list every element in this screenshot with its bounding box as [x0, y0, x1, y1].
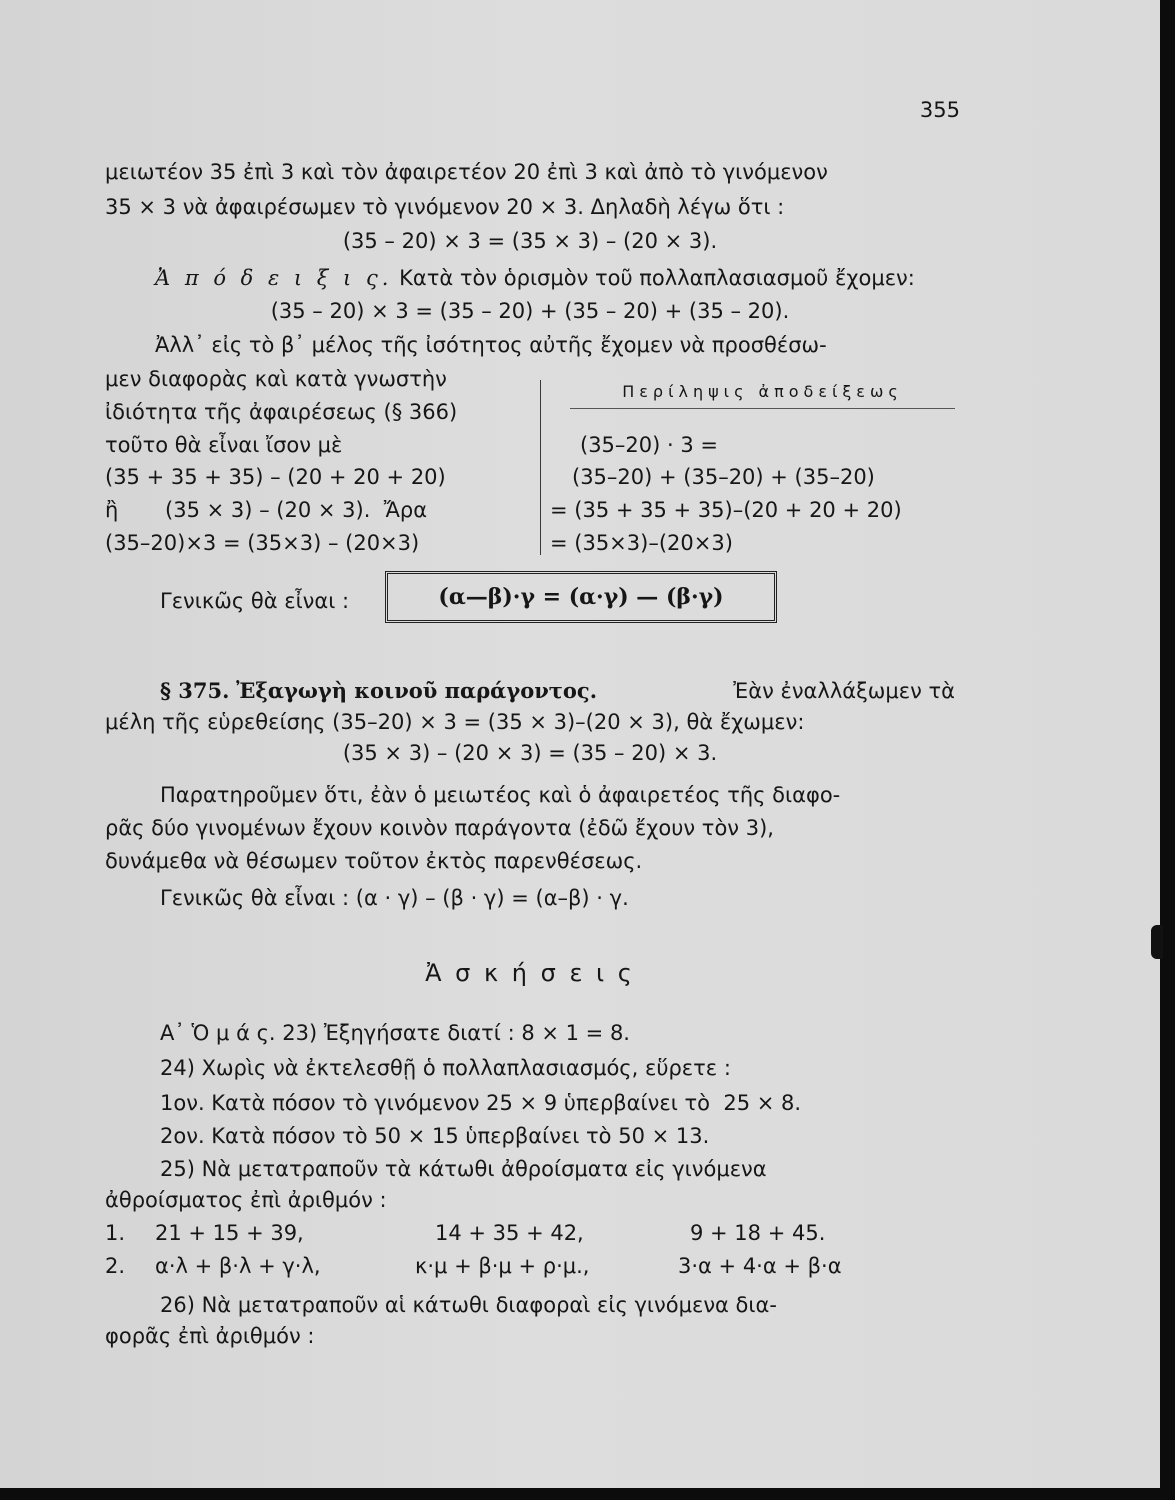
row-1-item-b: 14 + 35 + 42,: [435, 1221, 584, 1245]
proof-left-line-1: μεν διαφορὰς καὶ κατὰ γνωστὴν: [105, 367, 447, 391]
summary-line-4: = (35×3)–(20×3): [550, 531, 733, 555]
row-2-item-b: κ·μ + β·μ + ρ·μ.,: [415, 1254, 590, 1278]
proof-text: Κατὰ τὸν ὁρισμὸν τοῦ πολλαπλασιασμοῦ ἔχομεν:: [399, 266, 915, 290]
summary-line-2: (35–20) + (35–20) + (35–20): [572, 465, 875, 489]
section-375-heading-line: [160, 676, 955, 706]
section-375-general: Γενικῶς θὰ εἶναι : (α · γ) – (β · γ) = (α–β) · γ.: [160, 886, 629, 910]
exercises-heading: Ἀ σ κ ή σ ε ι ς: [425, 959, 635, 987]
row-1-item-c: 9 + 18 + 45.: [690, 1221, 826, 1245]
section-title: Ἐξαγωγὴ κοινοῦ παράγοντος.: [236, 678, 598, 703]
column-divider: [540, 380, 541, 555]
row-2-item-a: α·λ + β·λ + γ·λ,: [155, 1254, 321, 1278]
exercise-25-line-2: ἀθροίσματος ἐπὶ ἀριθμόν :: [105, 1188, 387, 1212]
exercise-25-row-1: [0, 1218, 1160, 1248]
exercise-24: 24) Χωρὶς νὰ ἐκτελεσθῇ ὁ πολλαπλασιασμός, εὕρετε :: [160, 1056, 731, 1080]
proof-left-line-3: τοῦτο θὰ εἶναι ἴσον μὲ: [105, 433, 343, 457]
intro-line-2: 35 × 3 νὰ ἀφαιρέσωμεν τὸ γινόμενον 20 × 3. Δηλαδὴ λέγω ὅτι :: [105, 195, 785, 219]
section-number: § 375.: [160, 678, 230, 703]
book-edge-bottom: [0, 1488, 1175, 1500]
exercise-24-part-1: 1ον. Κατὰ πόσον τὸ γινόμενον 25 × 9 ὑπερβαίνει τὸ 25 × 8.: [160, 1091, 802, 1115]
proof-left-line-2: ἰδιότητα τῆς ἀφαιρέσεως (§ 366): [105, 400, 458, 424]
exercise-26-line-2: φορᾶς ἐπὶ ἀριθμόν :: [105, 1324, 315, 1348]
summary-line-1: (35–20) · 3 =: [580, 433, 718, 457]
proof-line: [155, 263, 955, 293]
book-edge-right: [1160, 0, 1175, 1500]
section-375-para-3: δυνάμεθα νὰ θέσωμεν τοῦτον ἐκτὸς παρενθέσεως.: [105, 849, 643, 873]
general-label: Γενικῶς θὰ εἶναι :: [160, 589, 350, 613]
row-1-number: 1.: [105, 1221, 126, 1245]
section-375-para-2: ρᾶς δύο γινομένων ἔχουν κοινὸν παράγοντα (ἐδῶ ἔχουν τὸν 3),: [105, 816, 774, 840]
intro-line-1: μειωτέον 35 ἐπὶ 3 καὶ τὸν ἀφαιρετέον 20 ἐπὶ 3 καὶ ἀπὸ τὸ γινόμενον: [105, 160, 828, 184]
row-2-item-c: 3·α + 4·α + β·α: [678, 1254, 842, 1278]
formula-box: [385, 571, 777, 623]
proof-left-line-4: (35 + 35 + 35) – (20 + 20 + 20): [105, 465, 446, 489]
exercise-23: Α᾽ Ὁ μ ά ς. 23) Ἐξηγήσατε διατί : 8 × 1 = 8.: [160, 1021, 630, 1045]
row-1-item-a: 21 + 15 + 39,: [155, 1221, 304, 1245]
proof-label: Ἀ π ό δ ε ι ξ ι ς.: [155, 266, 393, 290]
proof-left-line-5: ἢ (35 × 3) – (20 × 3). Ἄρα: [105, 498, 428, 522]
general-formula: (α—β)·γ = (α·γ) — (β·γ): [438, 584, 724, 610]
section-375-equation: (35 × 3) – (20 × 3) = (35 – 20) × 3.: [342, 741, 718, 765]
equation-2: (35 – 20) × 3 = (35 – 20) + (35 – 20) + (35 – 20).: [270, 299, 790, 323]
section-375-para-1: Παρατηροῦμεν ὅτι, ἐὰν ὁ μειωτέος καὶ ὁ ἀφαιρετέος τῆς διαφο-: [160, 783, 841, 807]
exercise-26-line-1: 26) Νὰ μετατραποῦν αἱ κάτωθι διαφοραὶ εἰς γινόμενα δια-: [160, 1293, 777, 1317]
section-375-line-2: μέλη τῆς εὑρεθείσης (35–20) × 3 = (35 × 3)–(20 × 3), θὰ ἔχωμεν:: [105, 710, 805, 734]
exercise-25-row-2: [0, 1251, 1160, 1281]
equation-1: (35 – 20) × 3 = (35 × 3) – (20 × 3).: [342, 229, 718, 253]
exercise-25-line-1: 25) Νὰ μετατραποῦν τὰ κάτωθι ἀθροίσματα εἰς γινόμενα: [160, 1157, 767, 1181]
exercise-24-part-2: 2ον. Κατὰ πόσον τὸ 50 × 15 ὑπερβαίνει τὸ 50 × 13.: [160, 1124, 710, 1148]
summary-line-3: = (35 + 35 + 35)–(20 + 20 + 20): [550, 498, 902, 522]
summary-rule: [570, 408, 955, 409]
proof-line-3: Ἀλλ᾽ εἰς τὸ β᾽ μέλος τῆς ἰσότητος αὐτῆς ἔχομεν νὰ προσθέσω-: [155, 333, 827, 357]
summary-header: Περίληψις ἀποδείξεως: [622, 382, 903, 401]
section-375-line-1-rest: Ἐὰν ἐναλλάξωμεν τὰ: [733, 679, 955, 703]
book-edge-tab: [1151, 925, 1163, 959]
page-number: 355: [919, 98, 960, 122]
row-2-number: 2.: [105, 1254, 126, 1278]
proof-left-line-6: (35–20)×3 = (35×3) – (20×3): [105, 531, 420, 555]
